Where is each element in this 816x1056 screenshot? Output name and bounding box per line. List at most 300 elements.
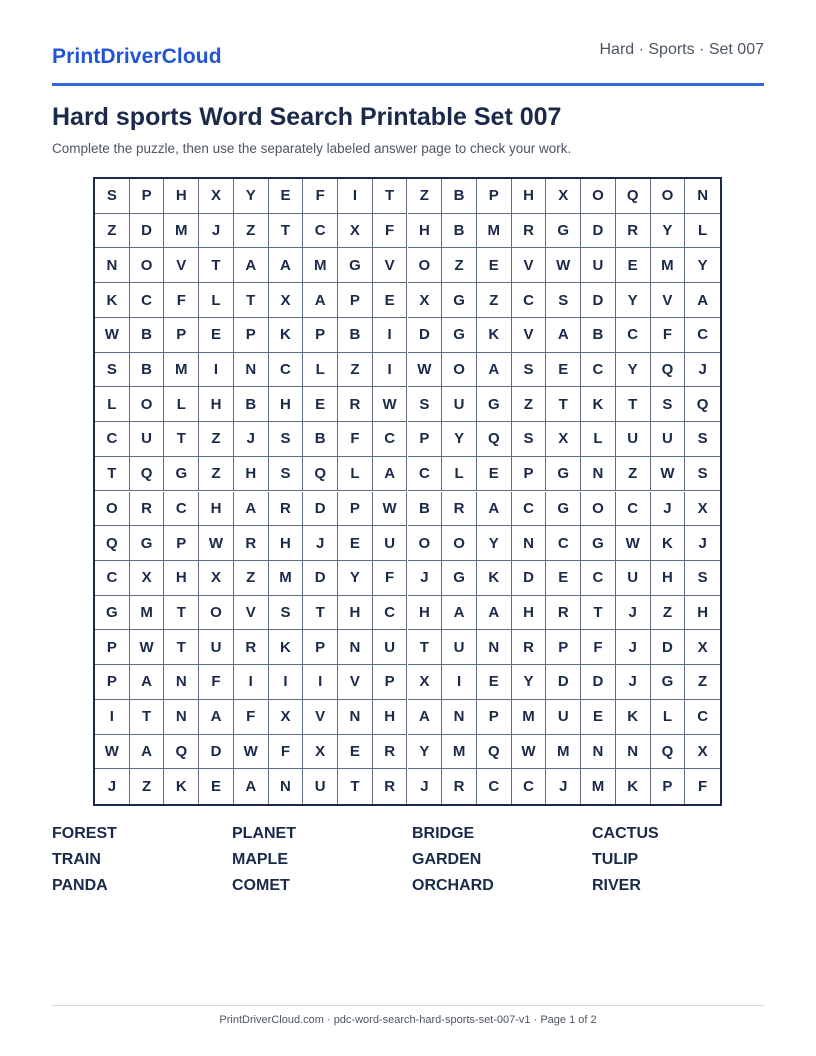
breadcrumb: Hard · Sports · Set 007 xyxy=(599,41,764,58)
grid-cell: I xyxy=(338,179,373,214)
grid-cell: A xyxy=(373,457,408,492)
grid-cell: A xyxy=(130,735,165,770)
grid-cell: F xyxy=(164,283,199,318)
grid-cell: X xyxy=(338,214,373,249)
grid-cell: B xyxy=(408,492,443,527)
grid-cell: U xyxy=(616,422,651,457)
grid-cell: O xyxy=(651,179,686,214)
grid-cell: C xyxy=(130,283,165,318)
page-subtitle: Complete the puzzle, then use the separately labeled answer page to check your work. xyxy=(52,141,572,156)
grid-cell: Q xyxy=(651,353,686,388)
grid-cell: G xyxy=(164,457,199,492)
grid-cell: E xyxy=(303,387,338,422)
word-list-item: FOREST xyxy=(52,825,117,842)
grid-cell: H xyxy=(651,561,686,596)
grid-cell: P xyxy=(234,318,269,353)
grid-cell: L xyxy=(303,353,338,388)
grid-cell: P xyxy=(338,283,373,318)
grid-cell: U xyxy=(651,422,686,457)
grid-cell: C xyxy=(95,561,130,596)
grid-cell: L xyxy=(338,457,373,492)
grid-cell: J xyxy=(546,769,581,804)
grid-cell: D xyxy=(651,630,686,665)
word-list-item: RIVER xyxy=(592,877,641,894)
grid-cell: I xyxy=(373,353,408,388)
grid-cell: Z xyxy=(95,214,130,249)
grid-cell: Z xyxy=(477,283,512,318)
grid-cell: A xyxy=(269,248,304,283)
grid-cell: A xyxy=(234,769,269,804)
grid-cell: U xyxy=(442,630,477,665)
grid-cell: G xyxy=(477,387,512,422)
grid-cell: T xyxy=(269,214,304,249)
grid-cell: X xyxy=(269,283,304,318)
word-list-item: PANDA xyxy=(52,877,108,894)
grid-cell: P xyxy=(338,492,373,527)
grid-cell: S xyxy=(546,283,581,318)
grid-cell: P xyxy=(95,665,130,700)
grid-cell: T xyxy=(616,387,651,422)
grid-cell: H xyxy=(269,387,304,422)
grid-cell: R xyxy=(512,630,547,665)
grid-cell: W xyxy=(546,248,581,283)
grid-cell: P xyxy=(408,422,443,457)
grid-cell: O xyxy=(408,526,443,561)
grid-cell: C xyxy=(373,596,408,631)
grid-cell: R xyxy=(234,526,269,561)
grid-cell: L xyxy=(164,387,199,422)
grid-cell: G xyxy=(442,318,477,353)
grid-cell: F xyxy=(581,630,616,665)
grid-cell: C xyxy=(546,526,581,561)
grid-cell: S xyxy=(269,457,304,492)
grid-cell: Y xyxy=(408,735,443,770)
grid-cell: Y xyxy=(442,422,477,457)
grid-cell: J xyxy=(408,769,443,804)
grid-cell: C xyxy=(581,561,616,596)
grid-cell: L xyxy=(581,422,616,457)
grid-cell: X xyxy=(685,492,720,527)
grid-cell: Q xyxy=(164,735,199,770)
grid-cell: Z xyxy=(685,665,720,700)
grid-cell: N xyxy=(269,769,304,804)
grid-cell: N xyxy=(581,735,616,770)
grid-cell: V xyxy=(512,318,547,353)
grid-cell: W xyxy=(199,526,234,561)
grid-cell: C xyxy=(512,492,547,527)
grid-cell: G xyxy=(651,665,686,700)
grid-cell: E xyxy=(581,700,616,735)
grid-cell: T xyxy=(338,769,373,804)
grid-cell: Z xyxy=(234,561,269,596)
word-list-item: ORCHARD xyxy=(412,877,494,894)
footer-divider xyxy=(52,1005,764,1006)
grid-cell: R xyxy=(546,596,581,631)
word-list xyxy=(52,825,764,905)
grid-cell: J xyxy=(303,526,338,561)
grid-cell: I xyxy=(442,665,477,700)
grid-cell: K xyxy=(616,700,651,735)
grid-cell: C xyxy=(303,214,338,249)
grid-cell: N xyxy=(164,700,199,735)
grid-cell: E xyxy=(338,735,373,770)
grid-cell: P xyxy=(651,769,686,804)
grid-cell: J xyxy=(616,665,651,700)
page-footer: PrintDriverCloud.com · pdc-word-search-hard-sports-set-007-v1 · Page 1 of 2 xyxy=(219,1014,597,1026)
grid-cell: P xyxy=(373,665,408,700)
grid-cell: Z xyxy=(338,353,373,388)
grid-cell: G xyxy=(442,283,477,318)
grid-cell: P xyxy=(130,179,165,214)
word-list-item: TRAIN xyxy=(52,851,101,868)
grid-cell: S xyxy=(685,457,720,492)
grid-cell: Y xyxy=(234,179,269,214)
grid-cell: C xyxy=(685,318,720,353)
grid-cell: F xyxy=(698,778,708,796)
grid-cell: M xyxy=(130,596,165,631)
grid-cell: L xyxy=(685,214,720,249)
grid-cell: X xyxy=(199,561,234,596)
grid-cell: X xyxy=(303,735,338,770)
grid-cell: J xyxy=(616,596,651,631)
grid-cell: C xyxy=(581,353,616,388)
grid-cell: Y xyxy=(338,561,373,596)
grid-cell: H xyxy=(373,700,408,735)
grid-cell: R xyxy=(234,630,269,665)
grid-cell: C xyxy=(685,700,720,735)
grid-cell: S xyxy=(269,422,304,457)
grid-cell: L xyxy=(199,283,234,318)
grid-cell: U xyxy=(546,700,581,735)
grid-cell: I xyxy=(199,353,234,388)
grid-cell: M xyxy=(512,700,547,735)
grid-cell: Y xyxy=(651,214,686,249)
grid-cell: E xyxy=(477,665,512,700)
grid-cell: T xyxy=(164,422,199,457)
grid-cell: F xyxy=(234,700,269,735)
grid-cell: N xyxy=(338,630,373,665)
grid-cell: G xyxy=(546,214,581,249)
word-list-item: COMET xyxy=(232,877,290,894)
grid-cell: H xyxy=(164,561,199,596)
grid-cell: R xyxy=(130,492,165,527)
grid-cell: Q xyxy=(477,422,512,457)
grid-cell: G xyxy=(442,561,477,596)
grid-cell: E xyxy=(477,248,512,283)
grid-cell: Q xyxy=(685,387,720,422)
grid-cell: R xyxy=(616,214,651,249)
grid-cell: N xyxy=(477,630,512,665)
grid-cell: V xyxy=(512,248,547,283)
word-list-item: PLANET xyxy=(232,825,296,842)
grid-cell: F xyxy=(338,422,373,457)
grid-cell: S xyxy=(95,353,130,388)
grid-cell: Y xyxy=(616,283,651,318)
grid-cell: P xyxy=(164,526,199,561)
grid-cell: G xyxy=(546,457,581,492)
grid-cell: K xyxy=(616,769,651,804)
grid-cell: Z xyxy=(234,214,269,249)
grid-cell: W xyxy=(373,492,408,527)
grid-cell: W xyxy=(373,387,408,422)
grid-cell: U xyxy=(303,769,338,804)
grid-cell: J xyxy=(199,214,234,249)
grid-cell: P xyxy=(477,700,512,735)
grid-cell: F xyxy=(303,179,338,214)
brand-logo[interactable]: PrintDriverCloud xyxy=(52,45,222,68)
grid-cell: C xyxy=(512,769,547,804)
grid-cell: N xyxy=(685,179,720,214)
grid-cell: M xyxy=(164,353,199,388)
grid-cell: Y xyxy=(512,665,547,700)
letter-grid xyxy=(95,179,720,804)
grid-cell: E xyxy=(269,179,304,214)
grid-cell: X xyxy=(269,700,304,735)
grid-cell: U xyxy=(442,387,477,422)
grid-cell: P xyxy=(95,630,130,665)
grid-cell: P xyxy=(303,630,338,665)
grid-cell: N xyxy=(338,700,373,735)
grid-cell: X xyxy=(199,179,234,214)
word-list-item: GARDEN xyxy=(412,851,482,868)
grid-cell: H xyxy=(199,387,234,422)
grid-cell: A xyxy=(477,492,512,527)
grid-cell: Z xyxy=(616,457,651,492)
grid-cell: W xyxy=(130,630,165,665)
grid-cell: M xyxy=(546,735,581,770)
grid-cell: Z xyxy=(512,387,547,422)
grid-cell: C xyxy=(512,283,547,318)
grid-cell: V xyxy=(373,248,408,283)
grid-cell: F xyxy=(199,665,234,700)
grid-cell: A xyxy=(408,700,443,735)
grid-cell: R xyxy=(338,387,373,422)
grid-cell: D xyxy=(581,665,616,700)
grid-cell: D xyxy=(199,735,234,770)
grid-cell: B xyxy=(581,318,616,353)
grid-cell: N xyxy=(581,457,616,492)
grid-cell: J xyxy=(616,630,651,665)
grid-cell: F xyxy=(651,318,686,353)
grid-cell: T xyxy=(95,457,130,492)
grid-cell: D xyxy=(581,283,616,318)
grid-cell: U xyxy=(199,630,234,665)
grid-cell: G xyxy=(546,492,581,527)
grid-cell: T xyxy=(373,179,408,214)
grid-cell: X xyxy=(685,735,720,770)
grid-cell: O xyxy=(130,387,165,422)
grid-cell: Q xyxy=(477,735,512,770)
grid-cell: Z xyxy=(408,179,443,214)
grid-cell: S xyxy=(512,422,547,457)
grid-cell: H xyxy=(164,179,199,214)
grid-cell: J xyxy=(408,561,443,596)
grid-cell: D xyxy=(546,665,581,700)
grid-cell: M xyxy=(164,214,199,249)
grid-cell: B xyxy=(130,353,165,388)
grid-cell: C xyxy=(408,457,443,492)
grid-cell: E xyxy=(616,248,651,283)
grid-cell: A xyxy=(234,492,269,527)
grid-cell: D xyxy=(303,561,338,596)
grid-cell: T xyxy=(234,283,269,318)
grid-cell: O xyxy=(581,492,616,527)
grid-cell: P xyxy=(303,318,338,353)
grid-cell: H xyxy=(269,526,304,561)
grid-cell: O xyxy=(95,492,130,527)
grid-cell: C xyxy=(269,353,304,388)
grid-cell: J xyxy=(95,769,130,804)
word-list-item: MAPLE xyxy=(232,851,288,868)
grid-cell: L xyxy=(651,700,686,735)
grid-cell: A xyxy=(234,248,269,283)
grid-cell: S xyxy=(512,353,547,388)
grid-cell: M xyxy=(303,248,338,283)
grid-cell: B xyxy=(303,422,338,457)
grid-cell: N xyxy=(164,665,199,700)
grid-cell: Z xyxy=(442,248,477,283)
grid-cell: S xyxy=(651,387,686,422)
grid-cell: D xyxy=(512,561,547,596)
grid-cell: K xyxy=(269,630,304,665)
grid-cell: X xyxy=(130,561,165,596)
grid-cell: H xyxy=(408,214,443,249)
grid-cell: Y xyxy=(685,248,720,283)
grid-cell: S xyxy=(685,422,720,457)
grid-cell: O xyxy=(199,596,234,631)
grid-cell: J xyxy=(234,422,269,457)
grid-cell: W xyxy=(651,457,686,492)
grid-cell: T xyxy=(164,630,199,665)
grid-cell: I xyxy=(269,665,304,700)
grid-cell: E xyxy=(546,353,581,388)
grid-cell: C xyxy=(616,318,651,353)
grid-cell: B xyxy=(442,179,477,214)
page-header xyxy=(52,38,764,86)
grid-cell: W xyxy=(616,526,651,561)
grid-cell: C xyxy=(164,492,199,527)
grid-cell: U xyxy=(373,526,408,561)
grid-cell: A xyxy=(130,665,165,700)
word-list-item: CACTUS xyxy=(592,825,659,842)
grid-cell: Z xyxy=(199,422,234,457)
grid-cell: V xyxy=(651,283,686,318)
grid-cell: D xyxy=(408,318,443,353)
grid-cell: X xyxy=(408,283,443,318)
grid-cell: K xyxy=(477,318,512,353)
grid-cell: Q xyxy=(95,526,130,561)
grid-cell: N xyxy=(512,526,547,561)
grid-cell: D xyxy=(581,214,616,249)
grid-cell: P xyxy=(164,318,199,353)
grid-cell: H xyxy=(408,596,443,631)
grid-cell: H xyxy=(685,596,720,631)
grid-cell: B xyxy=(442,214,477,249)
grid-cell: T xyxy=(581,596,616,631)
grid-cell: W xyxy=(408,353,443,388)
grid-cell: V xyxy=(303,700,338,735)
grid-cell: R xyxy=(373,769,408,804)
grid-cell: A xyxy=(199,700,234,735)
grid-cell: Q xyxy=(130,457,165,492)
grid-cell: J xyxy=(651,492,686,527)
grid-cell: P xyxy=(546,630,581,665)
grid-cell: I xyxy=(373,318,408,353)
grid-cell: A xyxy=(546,318,581,353)
grid-cell: L xyxy=(442,457,477,492)
grid-cell: D xyxy=(303,492,338,527)
grid-cell: B xyxy=(338,318,373,353)
grid-cell: Y xyxy=(477,526,512,561)
grid-cell: D xyxy=(130,214,165,249)
grid-cell: U xyxy=(373,630,408,665)
grid-cell: K xyxy=(95,283,130,318)
grid-cell: H xyxy=(512,596,547,631)
grid-cell: X xyxy=(546,179,581,214)
grid-cell: E xyxy=(199,318,234,353)
grid-cell: A xyxy=(303,283,338,318)
grid-cell: Z xyxy=(199,457,234,492)
grid-cell: H xyxy=(512,179,547,214)
grid-cell: A xyxy=(477,353,512,388)
grid-cell: B xyxy=(130,318,165,353)
grid-cell: C xyxy=(373,422,408,457)
grid-cell: S xyxy=(269,596,304,631)
grid-cell: S xyxy=(408,387,443,422)
grid-cell: G xyxy=(338,248,373,283)
grid-cell: O xyxy=(442,353,477,388)
word-list-item: TULIP xyxy=(592,851,639,868)
grid-cell: H xyxy=(338,596,373,631)
grid-cell: C xyxy=(616,492,651,527)
grid-cell: L xyxy=(95,387,130,422)
grid-cell: A xyxy=(685,283,720,318)
grid-cell: M xyxy=(581,769,616,804)
grid-cell: R xyxy=(512,214,547,249)
grid-cell: I xyxy=(95,700,130,735)
grid-cell: T xyxy=(546,387,581,422)
grid-cell: W xyxy=(512,735,547,770)
grid-cell: E xyxy=(338,526,373,561)
grid-cell: U xyxy=(616,561,651,596)
grid-cell: I xyxy=(303,665,338,700)
grid-cell: P xyxy=(477,179,512,214)
grid-cell: R xyxy=(269,492,304,527)
grid-cell: T xyxy=(303,596,338,631)
grid-cell: O xyxy=(442,526,477,561)
grid-cell: Y xyxy=(616,353,651,388)
grid-cell: C xyxy=(477,769,512,804)
grid-cell: E xyxy=(477,457,512,492)
grid-cell: E xyxy=(546,561,581,596)
grid-cell: M xyxy=(269,561,304,596)
grid-cell: J xyxy=(685,526,720,561)
grid-cell: A xyxy=(442,596,477,631)
page-title: Hard sports Word Search Printable Set 007 xyxy=(52,103,562,131)
grid-cell: K xyxy=(269,318,304,353)
grid-cell: Q xyxy=(651,735,686,770)
grid-cell: F xyxy=(269,735,304,770)
grid-cell: V xyxy=(164,248,199,283)
grid-cell: H xyxy=(234,457,269,492)
grid-cell: H xyxy=(199,492,234,527)
grid-cell: K xyxy=(477,561,512,596)
grid-cell: T xyxy=(408,630,443,665)
grid-cell: U xyxy=(130,422,165,457)
grid-cell: O xyxy=(408,248,443,283)
grid-cell: G xyxy=(581,526,616,561)
word-list-item: BRIDGE xyxy=(412,825,475,842)
